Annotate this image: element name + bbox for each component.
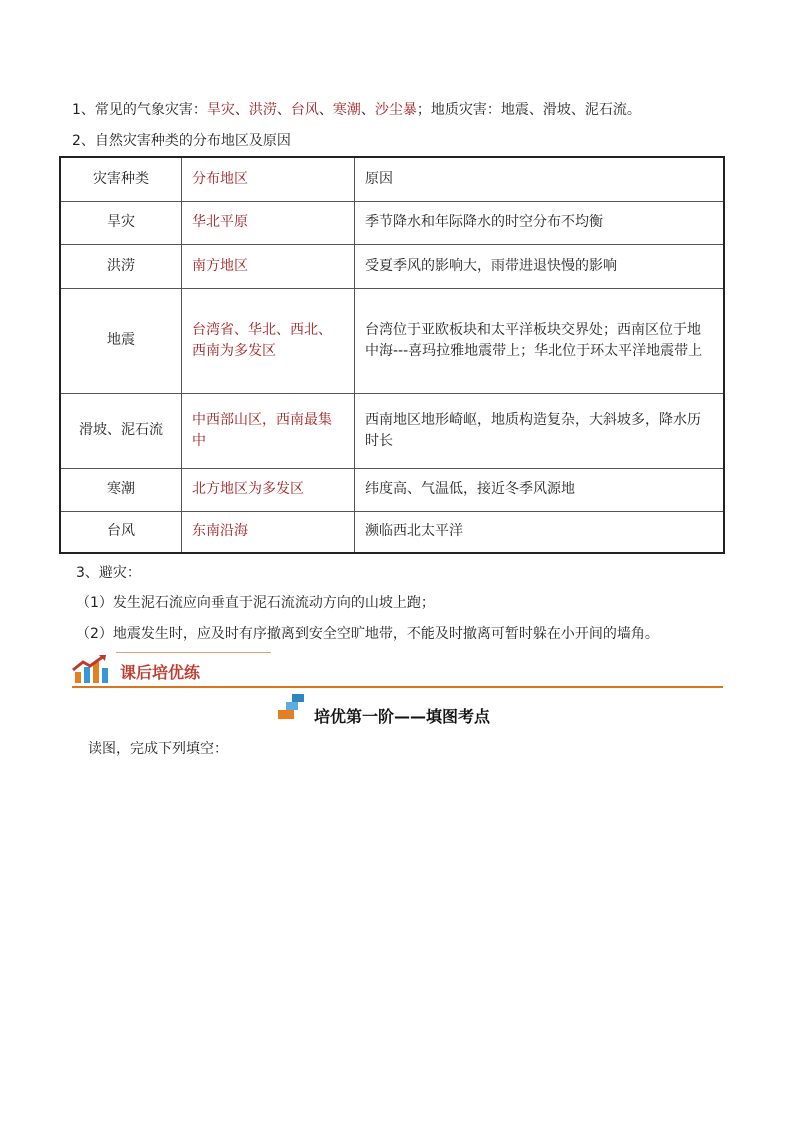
cell-region: 东南沿海 xyxy=(182,511,355,553)
header-region: 分布地区 xyxy=(182,157,355,201)
hazard-table xyxy=(59,156,725,554)
steps-icon xyxy=(278,694,308,720)
header-accent-line xyxy=(116,652,271,653)
hazard-sandstorm: 沙尘暴 xyxy=(374,102,417,118)
cell-type: 地震 xyxy=(60,288,182,393)
cell-type: 滑坡、泥石流 xyxy=(60,393,182,468)
table-row xyxy=(60,201,724,244)
cell-reason: 纬度高、气温低，接近冬季风源地 xyxy=(355,468,725,511)
sep: 、 xyxy=(318,102,333,118)
line1-geologic: ；地质灾害：地震、滑坡、泥石流。 xyxy=(416,102,641,118)
section-divider xyxy=(72,686,723,688)
hazard-drought: 旱灾 xyxy=(206,102,235,118)
cell-type: 台风 xyxy=(60,511,182,553)
section-header xyxy=(72,652,723,688)
table-row xyxy=(60,244,724,288)
header-type: 灾害种类 xyxy=(60,157,182,201)
cell-reason: 季节降水和年际降水的时空分布不均衡 xyxy=(355,201,725,244)
hazard-cold-wave: 寒潮 xyxy=(332,102,361,118)
cell-reason: 受夏季风的影响大，雨带进退快慢的影响 xyxy=(355,244,725,288)
cell-reason: 西南地区地形崎岖，地质构造复杂，大斜坡多，降水历时长 xyxy=(355,393,725,468)
cell-type: 旱灾 xyxy=(60,201,182,244)
text-line-weather-hazards xyxy=(72,99,641,119)
table-row xyxy=(60,511,724,553)
section-title: 课后培优练 xyxy=(120,663,201,682)
cell-region: 南方地区 xyxy=(182,244,355,288)
text-line-instruction: 读图，完成下列填空： xyxy=(88,741,228,757)
sep: 、 xyxy=(234,102,249,118)
table-row xyxy=(60,468,724,511)
hazard-typhoon: 台风 xyxy=(290,102,319,118)
subsection-title: 培优第一阶——填图考点 xyxy=(314,707,491,726)
cell-reason: 台湾位于亚欧板块和太平洋板块交界处；西南区位于地中海---喜玛拉雅地震带上；华北位于环太平洋地震带上 xyxy=(355,288,725,393)
cell-region: 中西部山区，西南最集中 xyxy=(182,393,355,468)
cell-type: 寒潮 xyxy=(60,468,182,511)
text-line-earthquake-tip: （2）地震发生时，应及时有序撤离到安全空旷地带，不能及时撤离可暂时躲在小开间的墙角。 xyxy=(76,626,659,642)
cell-type: 洪涝 xyxy=(60,244,182,288)
text-line-avoid-heading: 3、避灾： xyxy=(76,565,141,581)
cell-reason: 濒临西北太平洋 xyxy=(355,511,725,553)
text-line-mudslide-tip: （1）发生泥石流应向垂直于泥石流流动方向的山坡上跑； xyxy=(76,595,435,611)
table-header-row xyxy=(60,157,724,201)
table-row xyxy=(60,288,724,393)
cell-region: 北方地区为多发区 xyxy=(182,468,355,511)
header-reason: 原因 xyxy=(355,157,725,201)
text-line-distribution-heading: 2、自然灾害种类的分布地区及原因 xyxy=(72,133,291,149)
subsection-header xyxy=(278,694,538,724)
table-row xyxy=(60,393,724,468)
rising-chart-icon xyxy=(72,654,110,684)
cell-region: 华北平原 xyxy=(182,201,355,244)
sep: 、 xyxy=(276,102,291,118)
sep: 、 xyxy=(360,102,375,118)
line1-prefix: 1、常见的气象灾害： xyxy=(72,102,207,118)
cell-region: 台湾省、华北、西北、西南为多发区 xyxy=(182,288,355,393)
hazard-flood: 洪涝 xyxy=(248,102,277,118)
